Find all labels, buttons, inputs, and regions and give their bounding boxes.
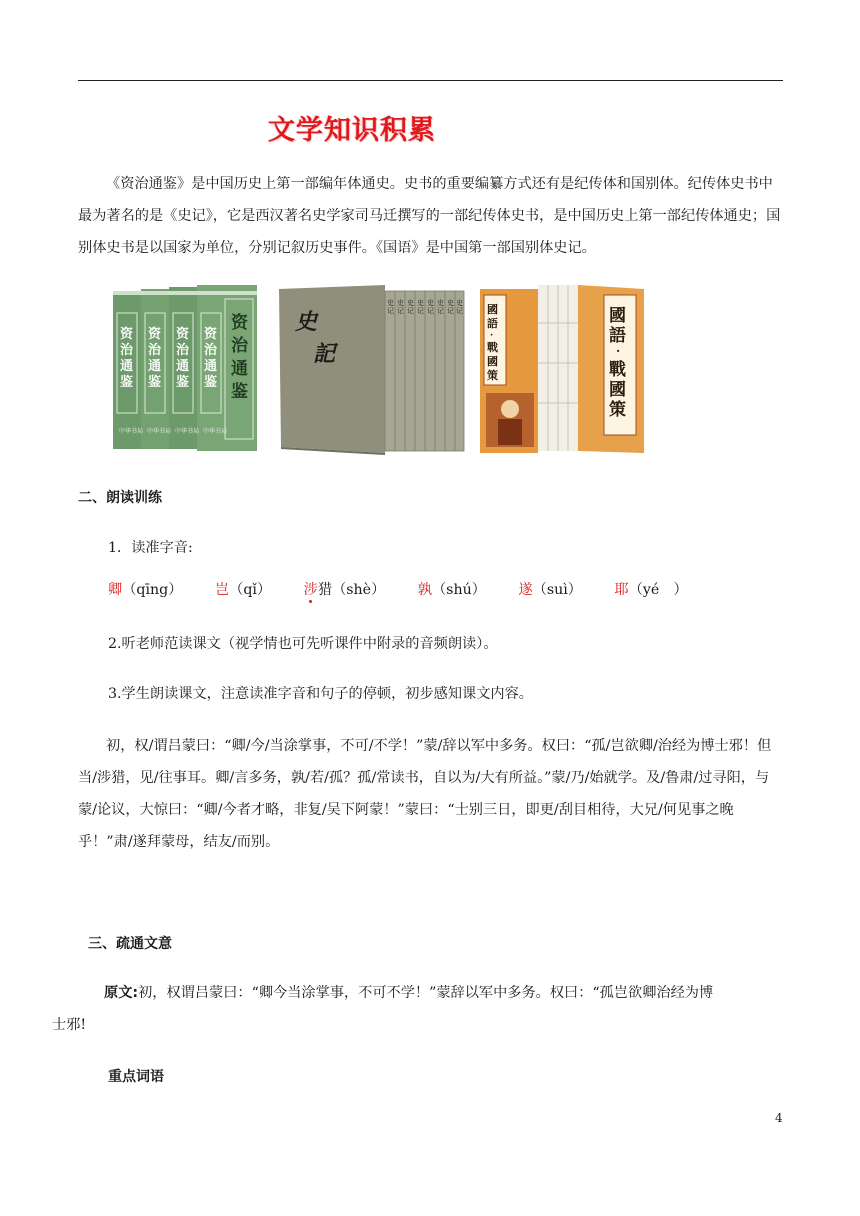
section-heading-reading: 二、朗读训练 bbox=[78, 490, 162, 506]
zizhi-tongjian-image bbox=[107, 283, 263, 456]
svg-text:史: 史 bbox=[295, 309, 318, 335]
svg-text:治: 治 bbox=[148, 343, 162, 358]
svg-text:史: 史 bbox=[417, 299, 424, 307]
svg-text:记: 记 bbox=[447, 307, 454, 315]
svg-text:國: 國 bbox=[609, 306, 626, 326]
svg-text:治: 治 bbox=[231, 336, 248, 356]
svg-text:资: 资 bbox=[231, 313, 248, 333]
svg-text:记: 记 bbox=[427, 307, 434, 315]
svg-text:通: 通 bbox=[204, 359, 218, 374]
svg-text:记: 记 bbox=[397, 307, 404, 315]
intro-paragraph bbox=[78, 168, 786, 264]
original-text bbox=[52, 977, 786, 1041]
pinyin: （yé ） bbox=[628, 582, 688, 598]
svg-text:戰: 戰 bbox=[609, 360, 626, 380]
intro-line: 《资治通鉴》是中国历史上第一部编年体通史。史书的重要编纂方式还有是纪传体和国别体。纪传体史 bbox=[106, 176, 745, 192]
svg-text:史: 史 bbox=[387, 299, 394, 307]
svg-text:·: · bbox=[616, 344, 621, 358]
svg-text:通: 通 bbox=[231, 359, 248, 379]
reading-line: 目相待，大兄/何见事之晚乎！”肃/遂拜蒙母，结友/而别。 bbox=[78, 802, 734, 850]
svg-text:國: 國 bbox=[487, 355, 498, 368]
svg-text:中华书局: 中华书局 bbox=[203, 428, 228, 435]
pinyin: （suì） bbox=[532, 582, 582, 598]
svg-text:史: 史 bbox=[437, 299, 444, 307]
svg-text:戰: 戰 bbox=[487, 341, 498, 354]
reading-line: 及/鲁肃/过寻阳，与蒙/论议，大惊曰：“卿/今者才略，非复/吴下阿蒙！”蒙曰：“士别三日，即更/刮 bbox=[78, 770, 770, 818]
svg-text:资: 资 bbox=[148, 327, 162, 342]
highlight-char: 涉 bbox=[303, 582, 318, 598]
svg-text:通: 通 bbox=[120, 359, 134, 374]
svg-text:史: 史 bbox=[427, 299, 434, 307]
highlight-char: 卿 bbox=[108, 582, 123, 598]
svg-text:资: 资 bbox=[204, 327, 218, 342]
svg-text:记: 记 bbox=[417, 307, 424, 315]
svg-text:记: 记 bbox=[407, 307, 414, 315]
highlight-char: 岂 bbox=[214, 582, 230, 598]
svg-text:鉴: 鉴 bbox=[120, 375, 134, 390]
svg-text:资: 资 bbox=[176, 327, 190, 342]
svg-text:记: 记 bbox=[456, 307, 463, 315]
pronunciation-item bbox=[215, 579, 271, 599]
char-rest: 猎 bbox=[317, 582, 333, 598]
reading-line: 初，权/谓吕蒙曰：“卿/今/当涂掌事，不可/不学！”蒙/辞以军中多务。权曰：“孤/岂欲卿/治经为 bbox=[106, 738, 701, 754]
pinyin: （qīng） bbox=[122, 582, 183, 598]
svg-text:國: 國 bbox=[609, 380, 626, 400]
highlight-char: 耶 bbox=[614, 582, 629, 598]
svg-text:中华书局: 中华书局 bbox=[175, 428, 200, 435]
svg-text:史: 史 bbox=[447, 299, 454, 307]
svg-text:治: 治 bbox=[176, 343, 190, 358]
pinyin: （qǐ） bbox=[229, 582, 272, 598]
pronunciation-list bbox=[108, 579, 716, 599]
svg-text:語: 語 bbox=[609, 326, 626, 346]
item-pronounce-label: 1．读准字音: bbox=[108, 540, 193, 556]
svg-text:國: 國 bbox=[487, 303, 498, 316]
svg-text:策: 策 bbox=[487, 369, 498, 382]
pinyin: （shú） bbox=[431, 582, 486, 598]
intro-line: 书中最为著名的是《史记》，它是西汉著名史学家司马迁撰写的一部纪传体史书，是中国历史上第一部纪 bbox=[78, 176, 773, 224]
original-label: 原文: bbox=[104, 985, 139, 1001]
pronunciation-item bbox=[615, 579, 688, 599]
pinyin: （shè） bbox=[332, 582, 386, 598]
highlight-char: 孰 bbox=[417, 582, 432, 598]
svg-text:史: 史 bbox=[407, 299, 414, 307]
original-line: 初，权谓吕蒙曰：“卿今当涂掌事，不可不学！”蒙辞以军中多务。权曰：“孤岂欲卿治经为博 bbox=[138, 985, 714, 1001]
svg-text:策: 策 bbox=[609, 400, 626, 420]
page-title: 文学知识积累 bbox=[268, 115, 436, 146]
pronunciation-item bbox=[418, 579, 486, 599]
guoyu-image bbox=[476, 283, 646, 456]
svg-text:中华书局: 中华书局 bbox=[147, 428, 172, 435]
svg-text:治: 治 bbox=[120, 343, 134, 358]
svg-text:鉴: 鉴 bbox=[231, 382, 248, 402]
svg-text:鉴: 鉴 bbox=[204, 375, 218, 390]
svg-text:史: 史 bbox=[456, 299, 463, 307]
svg-text:中华书局: 中华书局 bbox=[119, 428, 144, 435]
svg-text:鉴: 鉴 bbox=[176, 375, 190, 390]
svg-text:治: 治 bbox=[204, 343, 218, 358]
section-heading-meaning: 三、疏通文意 bbox=[88, 936, 172, 952]
shiji-image bbox=[277, 283, 465, 456]
svg-text:記: 記 bbox=[313, 341, 336, 367]
item-student-reading: 3.学生朗读课文，注意读准字音和句子的停顿，初步感知课文内容。 bbox=[108, 686, 533, 702]
page-number: 4 bbox=[775, 1111, 783, 1125]
reading-line: 博士邪！但当/涉猎，见/往事耳。卿/言多务，孰/若/孤？孤/常读书，自以为/大有所益。”蒙/乃/始就学。 bbox=[78, 738, 772, 786]
svg-text:史: 史 bbox=[397, 299, 404, 307]
intro-line: 传体通史；国别体史书是以国家为单位，分别记叙历史事件。《国语》是中国第一部国别体史记。 bbox=[78, 208, 781, 256]
svg-text:語: 語 bbox=[487, 317, 498, 330]
pronunciation-item bbox=[304, 579, 386, 599]
svg-text:通: 通 bbox=[176, 359, 190, 374]
spine-title-text: 资 bbox=[120, 327, 134, 342]
item-teacher-reading: 2.听老师范读课文（视学情也可先听课件中附录的音频朗读）。 bbox=[108, 636, 498, 652]
svg-text:·: · bbox=[490, 331, 494, 341]
header-rule bbox=[78, 80, 783, 81]
pronunciation-item bbox=[518, 579, 582, 599]
svg-text:鉴: 鉴 bbox=[148, 375, 162, 390]
svg-text:记: 记 bbox=[387, 307, 394, 315]
keywords-heading: 重点词语 bbox=[108, 1069, 164, 1085]
svg-text:通: 通 bbox=[148, 359, 162, 374]
reading-passage bbox=[78, 730, 786, 858]
pronunciation-item bbox=[108, 579, 182, 599]
original-line: 士邪! bbox=[52, 1017, 87, 1033]
svg-text:记: 记 bbox=[437, 307, 444, 315]
highlight-char: 遂 bbox=[518, 582, 533, 598]
